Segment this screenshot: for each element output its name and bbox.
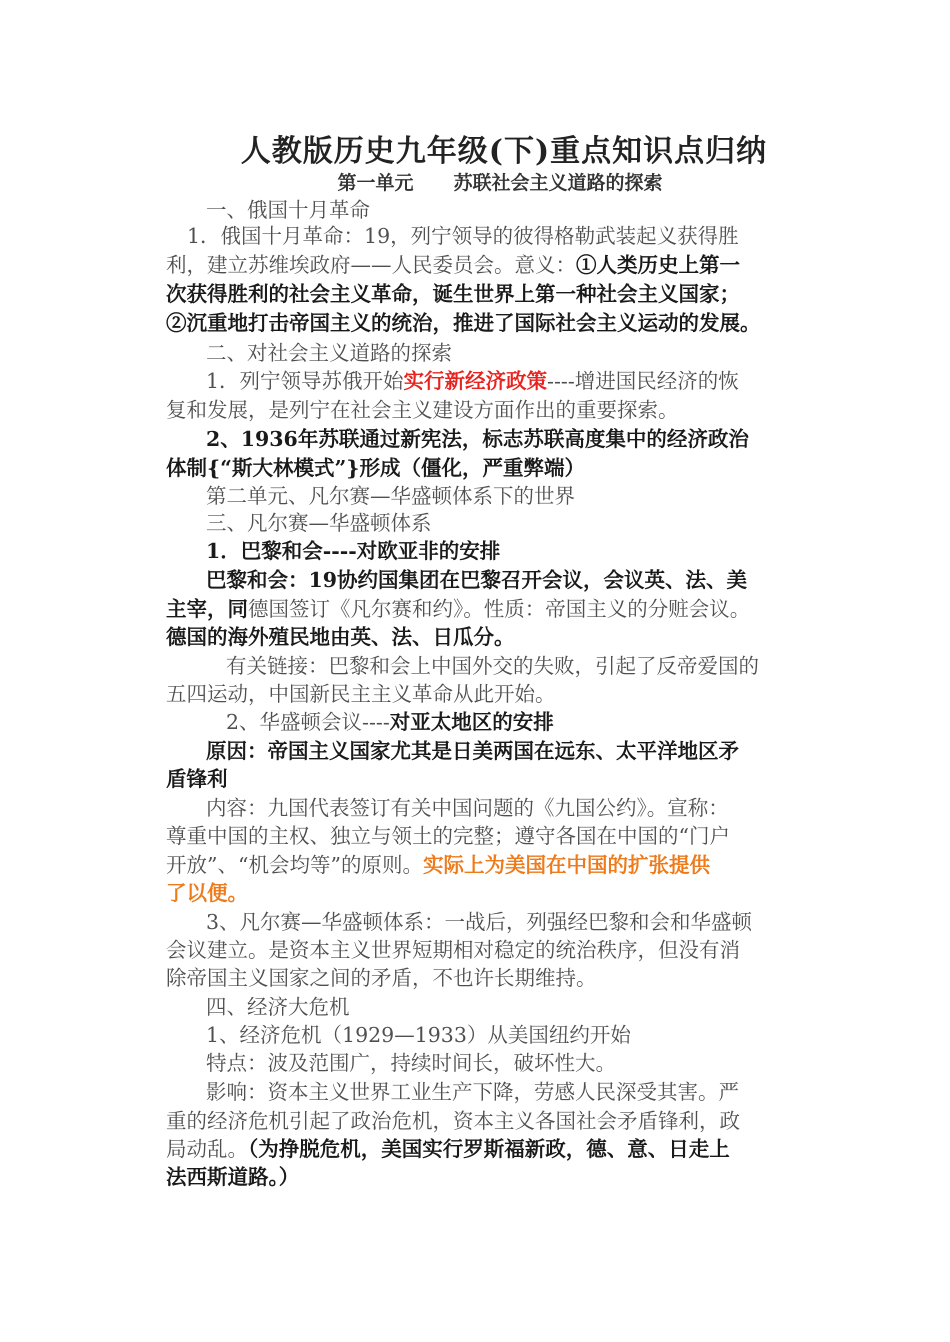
related-link-line: 有关链接：巴黎和会上中国外交的失败，引起了反帝爱国的 (226, 654, 759, 678)
paragraph-line: 重的经济危机引起了政治危机，资本主义各国社会矛盾锋利，政 (166, 1109, 740, 1133)
paragraph-line (166, 595, 750, 623)
text-run: （为挣脱危机，美国实行罗斯福新政，德、意、日走上 (248, 1137, 730, 1161)
unit-one-heading (0, 168, 950, 195)
unit-two-heading: 第二单元、凡尔赛—华盛顿体系下的世界 (206, 484, 575, 508)
text-run: ①人类历史上第一 (576, 253, 740, 277)
text-run: 对亚太地区的安排 (389, 710, 554, 734)
related-link-line: 五四运动，中国新民主主义革命从此开始。 (166, 682, 556, 706)
text-run: 主宰，同 (166, 597, 248, 621)
paragraph-line: ②沉重地打击帝国主义的统治，推进了国际社会主义运动的发展。 (166, 311, 761, 335)
text-run: 2、华盛顿会议---- (226, 710, 390, 734)
highlight-text: 实际上为美国在中国的扩张提供 (422, 853, 710, 877)
paragraph-line: 巴黎和会：19协约国集团在巴黎召开会议，会议英、法、美 (206, 568, 748, 592)
document-title: 人教版历史九年级(下)重点知识点归纳 (240, 134, 768, 169)
text-run: 开放”、“机会均等”的原则。 (166, 853, 423, 877)
text-run: 利，建立苏维埃政府——人民委员会。意义： (166, 253, 576, 277)
paragraph-line: 内容：九国代表签订有关中国问题的《九国公约》。宣称： (206, 796, 729, 820)
text-run: 德国签订《凡尔赛和约》。性质：帝国主义的分赃会议。 (248, 597, 751, 621)
paragraph-line: 盾锋利 (166, 767, 228, 791)
text-run: ----增进国民经济的恢 (547, 369, 739, 393)
subsection-heading: 1．巴黎和会----对欧亚非的安排 (206, 539, 501, 563)
unit-one-name: 苏联社会主义道路的探索 (453, 172, 663, 194)
text-run: 局动乱。 (166, 1137, 248, 1161)
paragraph-line: 2、1936年苏联通过新宪法，标志苏联高度集中的经济政治 (206, 427, 749, 451)
section-heading: 三、凡尔赛—华盛顿体系 (206, 511, 432, 535)
paragraph-line: 3、凡尔赛—华盛顿体系：一战后，列强经巴黎和会和华盛顿 (206, 910, 753, 934)
highlight-text: 了以便。 (166, 881, 248, 905)
paragraph-line: 复和发展，是列宁在社会主义建设方面作出的重要探索。 (166, 398, 679, 422)
paragraph-line: 特点：波及范围广，持续时间长，破坏性大。 (206, 1051, 616, 1075)
paragraph-line (166, 851, 710, 879)
paragraph-line: 会议建立。是资本主义世界短期相对稳定的统治秩序，但没有消 (166, 938, 740, 962)
paragraph-line: 1．俄国十月革命：19，列宁领导的彼得格勒武装起义获得胜 (187, 224, 739, 248)
unit-one-label: 第一单元 (337, 172, 414, 194)
paragraph-line: 影响：资本主义世界工业生产下降，劳感人民深受其害。严 (206, 1080, 739, 1104)
paragraph-line (166, 1135, 730, 1163)
paragraph-line (206, 367, 739, 395)
paragraph-line: 原因：帝国主义国家尤其是日美两国在远东、太平洋地区矛 (206, 739, 739, 763)
paragraph-line: 1、经济危机（1929—1933）从美国纽约开始 (206, 1023, 631, 1047)
subsection-heading (226, 708, 554, 736)
section-heading: 二、对社会主义道路的探索 (206, 341, 452, 365)
paragraph-line: 尊重中国的主权、独立与领土的完整；遵守各国在中国的“门户 (166, 824, 730, 848)
highlight-text: 实行新经济政策 (403, 369, 548, 393)
paragraph-line: 次获得胜利的社会主义革命，诞生世界上第一种社会主义国家； (166, 282, 740, 306)
paragraph-line: 除帝国主义国家之间的矛盾，不也许长期维持。 (166, 966, 597, 990)
paragraph-line (166, 251, 740, 279)
paragraph-line: 法西斯道路。） (166, 1165, 300, 1189)
text-run: 1．列宁领导苏俄开始 (206, 369, 404, 393)
section-heading: 一、俄国十月革命 (206, 198, 370, 222)
paragraph-line: 体制{“斯大林模式”}形成（僵化，严重弊端） (166, 456, 585, 480)
section-heading: 四、经济大危机 (206, 995, 350, 1019)
paragraph-line: 德国的海外殖民地由英、法、日瓜分。 (166, 625, 515, 649)
